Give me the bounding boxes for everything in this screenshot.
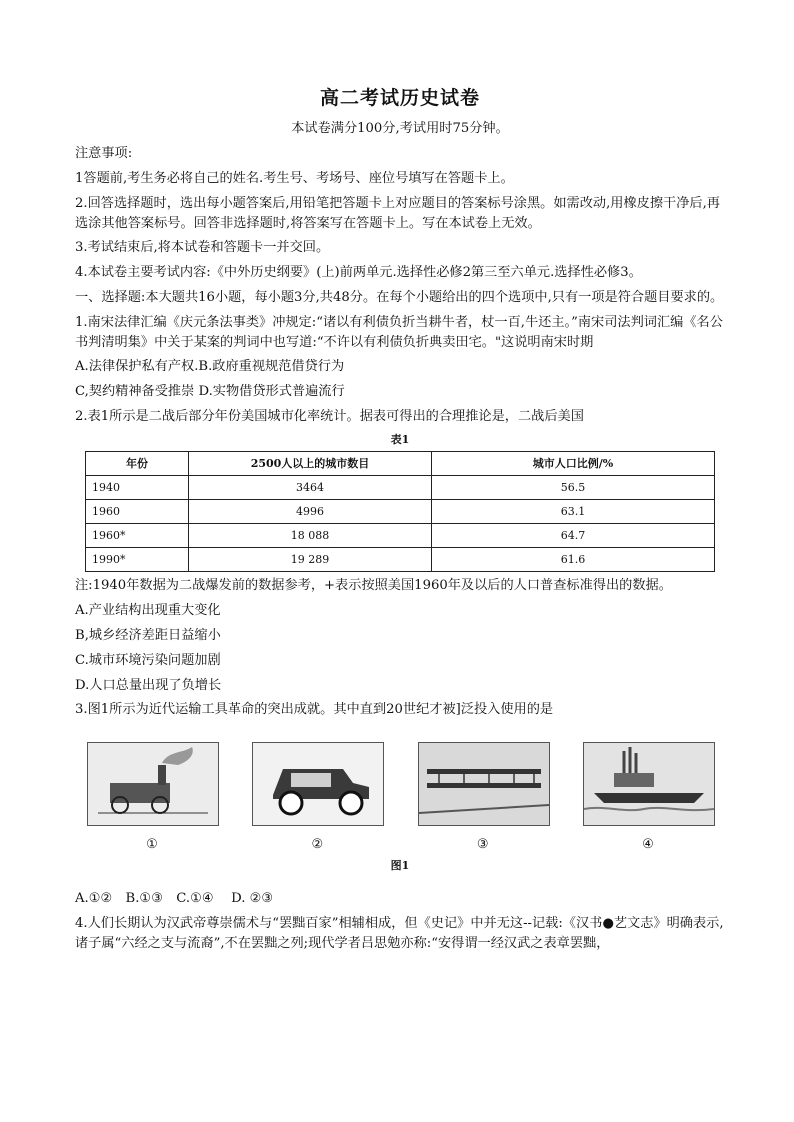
- figure-item: [87, 742, 217, 854]
- table-cell: 64.7: [432, 524, 715, 548]
- table-caption: 表1: [390, 432, 410, 446]
- table-cell: 1960*: [86, 524, 189, 548]
- figure-number: ④: [642, 836, 654, 852]
- question-2-option: D.人口总量出现了负增长: [75, 677, 222, 693]
- urbanization-table: [85, 451, 715, 572]
- table-cell: 1940: [86, 476, 189, 500]
- figure-number: ②: [311, 836, 324, 852]
- table-cell: 3464: [189, 476, 432, 500]
- table-cell: 4996: [189, 500, 432, 524]
- question-3-stem: 3.图1所示为近代运输工具革命的突出成就。其中直到20世纪才被]泛投入使用的是: [75, 702, 554, 718]
- figure-caption: 图1: [390, 859, 410, 873]
- notice-item: 4.本试卷主要考试内容:《中外历史纲要》(上)前两单元.选择性必修2第三至六单元.选择性必修3。: [75, 265, 642, 281]
- notice-item: 2.回答选择题时，选出每小题答案后,用铅笔把答题卡上对应题目的答案标号涂黑。如需改动,用橡皮擦干净后,再选涂其他答案标号。回答非选择题时,将答案写在答题卡上。写在本试卷上无效。: [75, 195, 720, 231]
- question-1-stem: 1.南宋法律汇编《庆元条法事类》冲规定:“诸以有利债负折当耕牛者，杖一百,牛还主。”南宋司法判词汇编《名公书判清明集》中关于某案的判词中也写道:“不许以有利债负折典卖田宅。"这说明南宋时期: [75, 314, 723, 350]
- table-cell: 1990*: [86, 548, 189, 572]
- notice-heading: 注意事项:: [75, 146, 133, 162]
- question-2-stem: 2.表1所示是二战后部分年份美国城市化率统计。据表可得出的合理推论是，二战后美国: [75, 409, 584, 425]
- airplane-image: [418, 742, 550, 826]
- table-row: [86, 476, 715, 500]
- steamship-image: [583, 742, 715, 826]
- table-cell: 1960: [86, 500, 189, 524]
- question-2-option: B,城乡经济差距日益缩小: [75, 627, 221, 643]
- table-cell: 18 088: [189, 524, 432, 548]
- figure-number: ③: [476, 836, 489, 852]
- urbanization-table-block: [85, 432, 715, 573]
- table-cell: 61.6: [432, 548, 715, 572]
- table-note: 注:1940年数据为二战爆发前的数据参考，+表示按照美国1960年及以后的人口普查标准得出的数据。: [75, 578, 672, 594]
- figure-item: [252, 742, 382, 854]
- table-cell: 63.1: [432, 500, 715, 524]
- notice-item: 1答题前,考生务必将自己的姓名.考生号、考场号、座位号填写在答题卡上。: [75, 171, 514, 187]
- figure-number: ①: [146, 836, 158, 852]
- table-header-cell: 2500人以上的城市数目: [189, 452, 432, 476]
- section-heading: 一、选择题:本大题共16小题，每小题3分,共48分。在每个小题给出的四个选项中,只有一项是符合题目要求的。: [75, 290, 724, 306]
- figure-1-row: [87, 742, 713, 854]
- question-2-option: C.城市环境污染问题加剧: [75, 652, 221, 668]
- steam-car-image: [87, 742, 219, 826]
- question-1-options: C,契约精神备受推崇 D.实物借贷形式普遍流行: [75, 384, 345, 400]
- exam-page: [75, 84, 725, 958]
- table-header-cell: 城市人口比例/%: [432, 452, 715, 476]
- notice-item: 3.考试结束后,将本试卷和答题卡一并交回。: [75, 240, 330, 256]
- question-3-options: A.①② B.①③ C.①④ D. ②③: [75, 890, 274, 906]
- table-header-row: [86, 452, 715, 476]
- table-row: [86, 500, 715, 524]
- exam-title: 高二考试历史试卷: [319, 87, 480, 109]
- table-cell: 56.5: [432, 476, 715, 500]
- figure-item: [583, 742, 713, 854]
- table-row: [86, 524, 715, 548]
- automobile-image: [252, 742, 384, 826]
- figure-item: [418, 742, 548, 854]
- question-4-stem: 4.人们长期认为汉武帝尊崇儒术与“罢黜百家”相辅相成，但《史记》中并无这--记载:《汉书●艺文志》明确表示,诸子属“六经之支与流裔”,不在罢黜之列;现代学者吕思勉亦称:“安得谓一经汉武之表章罢黜，: [75, 915, 724, 951]
- exam-subtitle: 本试卷满分100分,考试用时75分钟。: [291, 120, 509, 136]
- table-cell: 19 289: [189, 548, 432, 572]
- table-header-cell: 年份: [86, 452, 189, 476]
- question-2-option: A.产业结构出现重大变化: [75, 603, 221, 619]
- table-row: [86, 548, 715, 572]
- question-1-options: A.法律保护私有产权.B.政府重视规范借贷行为: [75, 359, 345, 375]
